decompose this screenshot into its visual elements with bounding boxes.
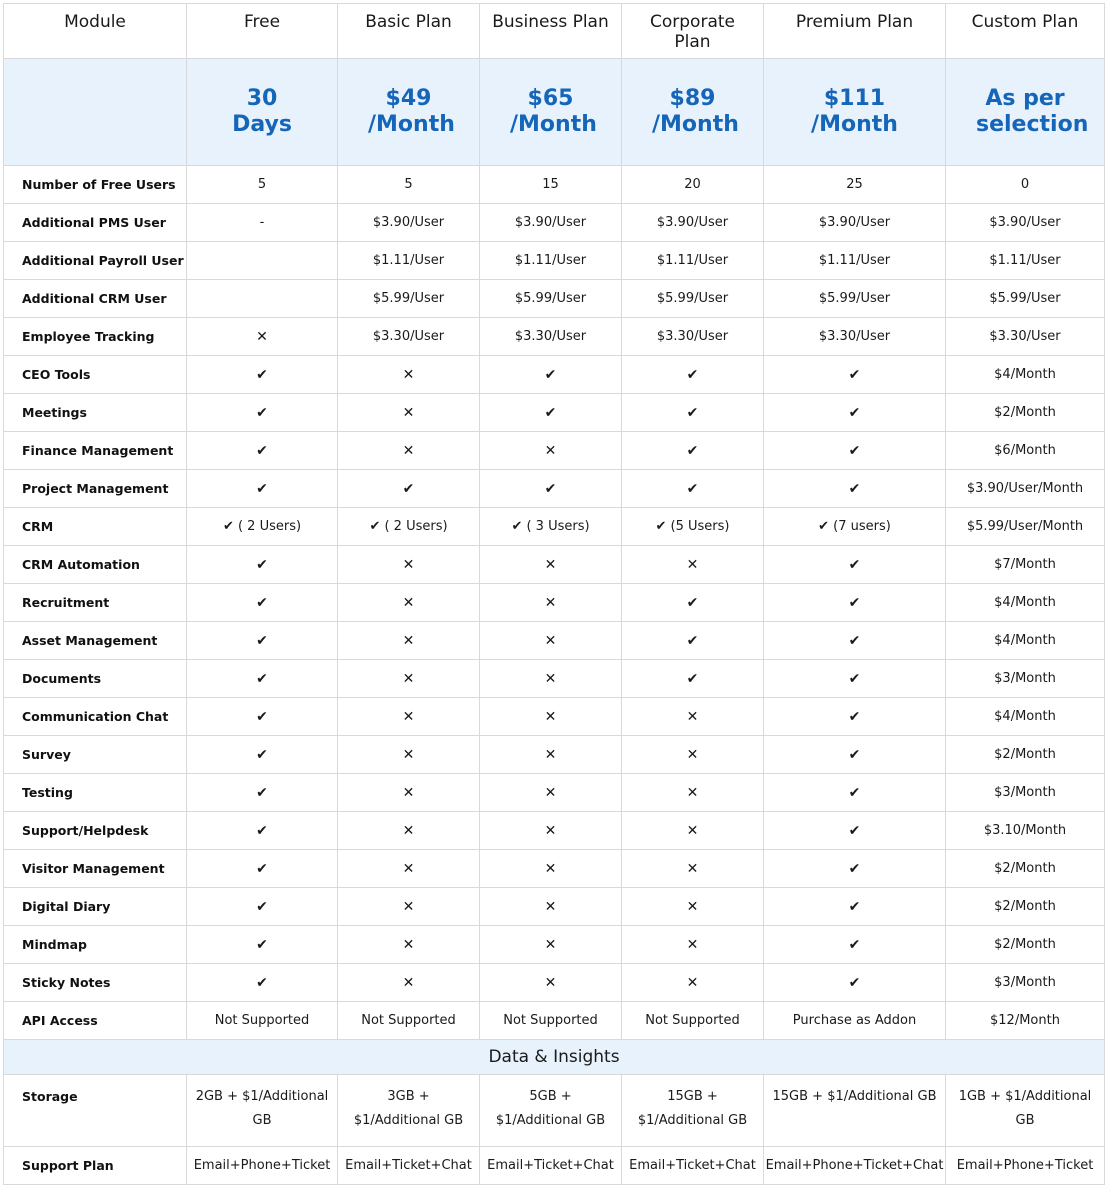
check-icon: ✔	[187, 394, 338, 432]
feature-label: Recruitment	[4, 584, 187, 622]
cross-icon: ✕	[622, 850, 764, 888]
feature-row-digital-diary	[4, 888, 1105, 926]
feature-label: Sticky Notes	[4, 964, 187, 1002]
feature-cell: $3.30/User	[622, 318, 764, 356]
feature-label: Mindmap	[4, 926, 187, 964]
check-icon: ✔	[187, 660, 338, 698]
feature-cell: Email+Ticket+Chat	[480, 1147, 622, 1185]
check-icon: ✔	[187, 850, 338, 888]
feature-cell: Email+Phone+Ticket	[946, 1147, 1105, 1185]
pricing-table	[3, 3, 1105, 1185]
feature-cell: ✔ (5 Users)	[622, 508, 764, 546]
feature-label: Support Plan	[4, 1147, 187, 1185]
check-icon: ✔	[187, 964, 338, 1002]
feature-cell: $5.99/User/Month	[946, 508, 1105, 546]
price-business-plan: $65 /Month	[480, 59, 622, 166]
feature-label: Finance Management	[4, 432, 187, 470]
feature-label: Employee Tracking	[4, 318, 187, 356]
cross-icon: ✕	[622, 964, 764, 1002]
feature-cell: 15	[480, 166, 622, 204]
cross-icon: ✕	[338, 660, 480, 698]
header-row	[4, 4, 1105, 59]
feature-cell: Not Supported	[622, 1002, 764, 1040]
feature-cell: 20	[622, 166, 764, 204]
cross-icon: ✕	[622, 546, 764, 584]
feature-row-asset-management	[4, 622, 1105, 660]
feature-row-additional-pms-user	[4, 204, 1105, 242]
feature-row-ceo-tools	[4, 356, 1105, 394]
column-header-premium-plan: Premium Plan	[764, 4, 946, 59]
cross-icon: ✕	[622, 812, 764, 850]
cross-icon: ✕	[338, 698, 480, 736]
cross-icon: ✕	[338, 584, 480, 622]
cross-icon: ✕	[622, 926, 764, 964]
feature-cell: $3/Month	[946, 774, 1105, 812]
feature-cell: 2GB + $1/Additional GB	[187, 1075, 338, 1147]
feature-cell: $5.99/User	[480, 280, 622, 318]
feature-cell: $3.10/Month	[946, 812, 1105, 850]
cross-icon: ✕	[622, 774, 764, 812]
feature-row-recruitment	[4, 584, 1105, 622]
feature-cell: 15GB + $1/Additional GB	[764, 1075, 946, 1147]
check-icon: ✔	[187, 546, 338, 584]
feature-cell: $3.90/User	[764, 204, 946, 242]
feature-cell: Email+Ticket+Chat	[622, 1147, 764, 1185]
feature-cell: Email+Ticket+Chat	[338, 1147, 480, 1185]
feature-cell: Email+Phone+Ticket+Chat	[764, 1147, 946, 1185]
feature-cell: $2/Month	[946, 850, 1105, 888]
feature-cell: 5GB + $1/Additional GB	[480, 1075, 622, 1147]
feature-cell: 1GB + $1/Additional GB	[946, 1075, 1105, 1147]
check-icon: ✔	[480, 470, 622, 508]
check-icon: ✔	[187, 888, 338, 926]
feature-label: Testing	[4, 774, 187, 812]
feature-label: Additional PMS User	[4, 204, 187, 242]
check-icon: ✔	[187, 698, 338, 736]
cross-icon: ✕	[480, 546, 622, 584]
feature-cell: $4/Month	[946, 356, 1105, 394]
cross-icon: ✕	[338, 774, 480, 812]
feature-row-storage	[4, 1075, 1105, 1147]
cross-icon: ✕	[187, 318, 338, 356]
check-icon: ✔	[764, 850, 946, 888]
check-icon: ✔	[764, 356, 946, 394]
check-icon: ✔	[764, 546, 946, 584]
feature-row-meetings	[4, 394, 1105, 432]
cross-icon: ✕	[338, 546, 480, 584]
cross-icon: ✕	[480, 698, 622, 736]
column-header-module: Module	[4, 4, 187, 59]
feature-cell: $3/Month	[946, 964, 1105, 1002]
price-free: 30 Days	[187, 59, 338, 166]
price-custom-plan: As per selection	[946, 59, 1105, 166]
feature-row-documents	[4, 660, 1105, 698]
feature-cell: 15GB + $1/Additional GB	[622, 1075, 764, 1147]
check-icon: ✔	[187, 432, 338, 470]
feature-row-sticky-notes	[4, 964, 1105, 1002]
cross-icon: ✕	[338, 812, 480, 850]
check-icon: ✔	[187, 812, 338, 850]
feature-cell: $3.30/User	[764, 318, 946, 356]
feature-label: CRM Automation	[4, 546, 187, 584]
feature-label: Meetings	[4, 394, 187, 432]
cross-icon: ✕	[622, 888, 764, 926]
section-title: Data & Insights	[4, 1040, 1105, 1075]
feature-cell: $4/Month	[946, 622, 1105, 660]
check-icon: ✔	[764, 964, 946, 1002]
cross-icon: ✕	[480, 660, 622, 698]
feature-label: API Access	[4, 1002, 187, 1040]
feature-label: Communication Chat	[4, 698, 187, 736]
feature-cell: $3.90/User	[622, 204, 764, 242]
cross-icon: ✕	[338, 432, 480, 470]
feature-cell: $2/Month	[946, 888, 1105, 926]
feature-row-crm-automation	[4, 546, 1105, 584]
check-icon: ✔	[764, 394, 946, 432]
feature-cell: 0	[946, 166, 1105, 204]
feature-cell: $5.99/User	[622, 280, 764, 318]
feature-row-support-helpdesk	[4, 812, 1105, 850]
check-icon: ✔	[622, 584, 764, 622]
column-header-basic-plan: Basic Plan	[338, 4, 480, 59]
check-icon: ✔	[187, 622, 338, 660]
feature-cell: $4/Month	[946, 698, 1105, 736]
feature-cell: 3GB + $1/Additional GB	[338, 1075, 480, 1147]
feature-cell: $5.99/User	[764, 280, 946, 318]
check-icon: ✔	[622, 356, 764, 394]
check-icon: ✔	[480, 394, 622, 432]
feature-label: CEO Tools	[4, 356, 187, 394]
price-row	[4, 59, 1105, 166]
cross-icon: ✕	[480, 432, 622, 470]
feature-cell: $1.11/User	[480, 242, 622, 280]
feature-cell: ✔ (7 users)	[764, 508, 946, 546]
cross-icon: ✕	[622, 698, 764, 736]
feature-row-number-of-free-users	[4, 166, 1105, 204]
feature-cell	[187, 242, 338, 280]
cross-icon: ✕	[622, 736, 764, 774]
check-icon: ✔	[622, 470, 764, 508]
feature-cell: $5.99/User	[946, 280, 1105, 318]
check-icon: ✔	[764, 698, 946, 736]
price-label-cell	[4, 59, 187, 166]
pricing-comparison	[3, 3, 1104, 1185]
feature-cell: Not Supported	[338, 1002, 480, 1040]
cross-icon: ✕	[338, 964, 480, 1002]
feature-cell: $3.90/User	[338, 204, 480, 242]
cross-icon: ✕	[338, 888, 480, 926]
feature-label: Support/Helpdesk	[4, 812, 187, 850]
price-basic-plan: $49 /Month	[338, 59, 480, 166]
feature-row-mindmap	[4, 926, 1105, 964]
feature-cell: Not Supported	[480, 1002, 622, 1040]
check-icon: ✔	[764, 470, 946, 508]
feature-label: Additional CRM User	[4, 280, 187, 318]
feature-cell: $3.30/User	[480, 318, 622, 356]
cross-icon: ✕	[480, 736, 622, 774]
feature-cell: $1.11/User	[946, 242, 1105, 280]
feature-label: Documents	[4, 660, 187, 698]
feature-row-testing	[4, 774, 1105, 812]
feature-cell: $4/Month	[946, 584, 1105, 622]
feature-cell: $5.99/User	[338, 280, 480, 318]
feature-row-additional-crm-user	[4, 280, 1105, 318]
feature-cell	[187, 280, 338, 318]
feature-row-communication-chat	[4, 698, 1105, 736]
feature-cell: $3/Month	[946, 660, 1105, 698]
feature-cell: $3.30/User	[338, 318, 480, 356]
section-header-data-insights	[4, 1040, 1105, 1075]
check-icon: ✔	[622, 660, 764, 698]
cross-icon: ✕	[338, 926, 480, 964]
check-icon: ✔	[764, 736, 946, 774]
feature-cell: ✔ ( 2 Users)	[187, 508, 338, 546]
feature-cell: $2/Month	[946, 394, 1105, 432]
feature-cell: Not Supported	[187, 1002, 338, 1040]
check-icon: ✔	[187, 470, 338, 508]
feature-cell: $12/Month	[946, 1002, 1105, 1040]
check-icon: ✔	[187, 774, 338, 812]
check-icon: ✔	[622, 622, 764, 660]
feature-row-finance-management	[4, 432, 1105, 470]
feature-cell: $7/Month	[946, 546, 1105, 584]
cross-icon: ✕	[338, 736, 480, 774]
feature-cell: $1.11/User	[622, 242, 764, 280]
feature-cell: Purchase as Addon	[764, 1002, 946, 1040]
feature-cell: $2/Month	[946, 736, 1105, 774]
column-header-business-plan: Business Plan	[480, 4, 622, 59]
check-icon: ✔	[764, 926, 946, 964]
check-icon: ✔	[764, 584, 946, 622]
cross-icon: ✕	[480, 926, 622, 964]
feature-label: Number of Free Users	[4, 166, 187, 204]
column-header-custom-plan: Custom Plan	[946, 4, 1105, 59]
check-icon: ✔	[187, 584, 338, 622]
feature-label: CRM	[4, 508, 187, 546]
feature-cell: Email+Phone+Ticket	[187, 1147, 338, 1185]
feature-cell: 5	[187, 166, 338, 204]
feature-cell: $3.30/User	[946, 318, 1105, 356]
feature-cell: $2/Month	[946, 926, 1105, 964]
cross-icon: ✕	[338, 850, 480, 888]
check-icon: ✔	[187, 736, 338, 774]
check-icon: ✔	[338, 470, 480, 508]
feature-row-crm	[4, 508, 1105, 546]
price-corporate-plan: $89 /Month	[622, 59, 764, 166]
cross-icon: ✕	[480, 850, 622, 888]
cross-icon: ✕	[338, 622, 480, 660]
feature-cell: 5	[338, 166, 480, 204]
cross-icon: ✕	[338, 356, 480, 394]
feature-cell: $3.90/User/Month	[946, 470, 1105, 508]
feature-label: Visitor Management	[4, 850, 187, 888]
cross-icon: ✕	[480, 774, 622, 812]
check-icon: ✔	[764, 432, 946, 470]
feature-label: Storage	[4, 1075, 187, 1147]
feature-label: Asset Management	[4, 622, 187, 660]
feature-cell: ✔ ( 3 Users)	[480, 508, 622, 546]
cross-icon: ✕	[480, 888, 622, 926]
check-icon: ✔	[187, 926, 338, 964]
feature-label: Digital Diary	[4, 888, 187, 926]
cross-icon: ✕	[480, 964, 622, 1002]
check-icon: ✔	[764, 812, 946, 850]
feature-label: Survey	[4, 736, 187, 774]
feature-label: Project Management	[4, 470, 187, 508]
cross-icon: ✕	[338, 394, 480, 432]
check-icon: ✔	[622, 394, 764, 432]
check-icon: ✔	[480, 356, 622, 394]
feature-cell: $1.11/User	[338, 242, 480, 280]
check-icon: ✔	[764, 888, 946, 926]
feature-row-api-access	[4, 1002, 1105, 1040]
feature-cell: -	[187, 204, 338, 242]
cross-icon: ✕	[480, 812, 622, 850]
column-header-corporate-plan: Corporate Plan	[622, 4, 764, 59]
feature-row-survey	[4, 736, 1105, 774]
feature-cell: $3.90/User	[946, 204, 1105, 242]
check-icon: ✔	[764, 774, 946, 812]
feature-cell: ✔ ( 2 Users)	[338, 508, 480, 546]
feature-cell: 25	[764, 166, 946, 204]
feature-row-visitor-management	[4, 850, 1105, 888]
feature-cell: $3.90/User	[480, 204, 622, 242]
check-icon: ✔	[622, 432, 764, 470]
check-icon: ✔	[764, 622, 946, 660]
cross-icon: ✕	[480, 584, 622, 622]
feature-cell: $6/Month	[946, 432, 1105, 470]
feature-row-employee-tracking	[4, 318, 1105, 356]
column-header-free: Free	[187, 4, 338, 59]
feature-cell: $1.11/User	[764, 242, 946, 280]
feature-row-project-management	[4, 470, 1105, 508]
cross-icon: ✕	[480, 622, 622, 660]
check-icon: ✔	[764, 660, 946, 698]
price-premium-plan: $111 /Month	[764, 59, 946, 166]
feature-row-additional-payroll-user	[4, 242, 1105, 280]
check-icon: ✔	[187, 356, 338, 394]
feature-label: Additional Payroll User	[4, 242, 187, 280]
